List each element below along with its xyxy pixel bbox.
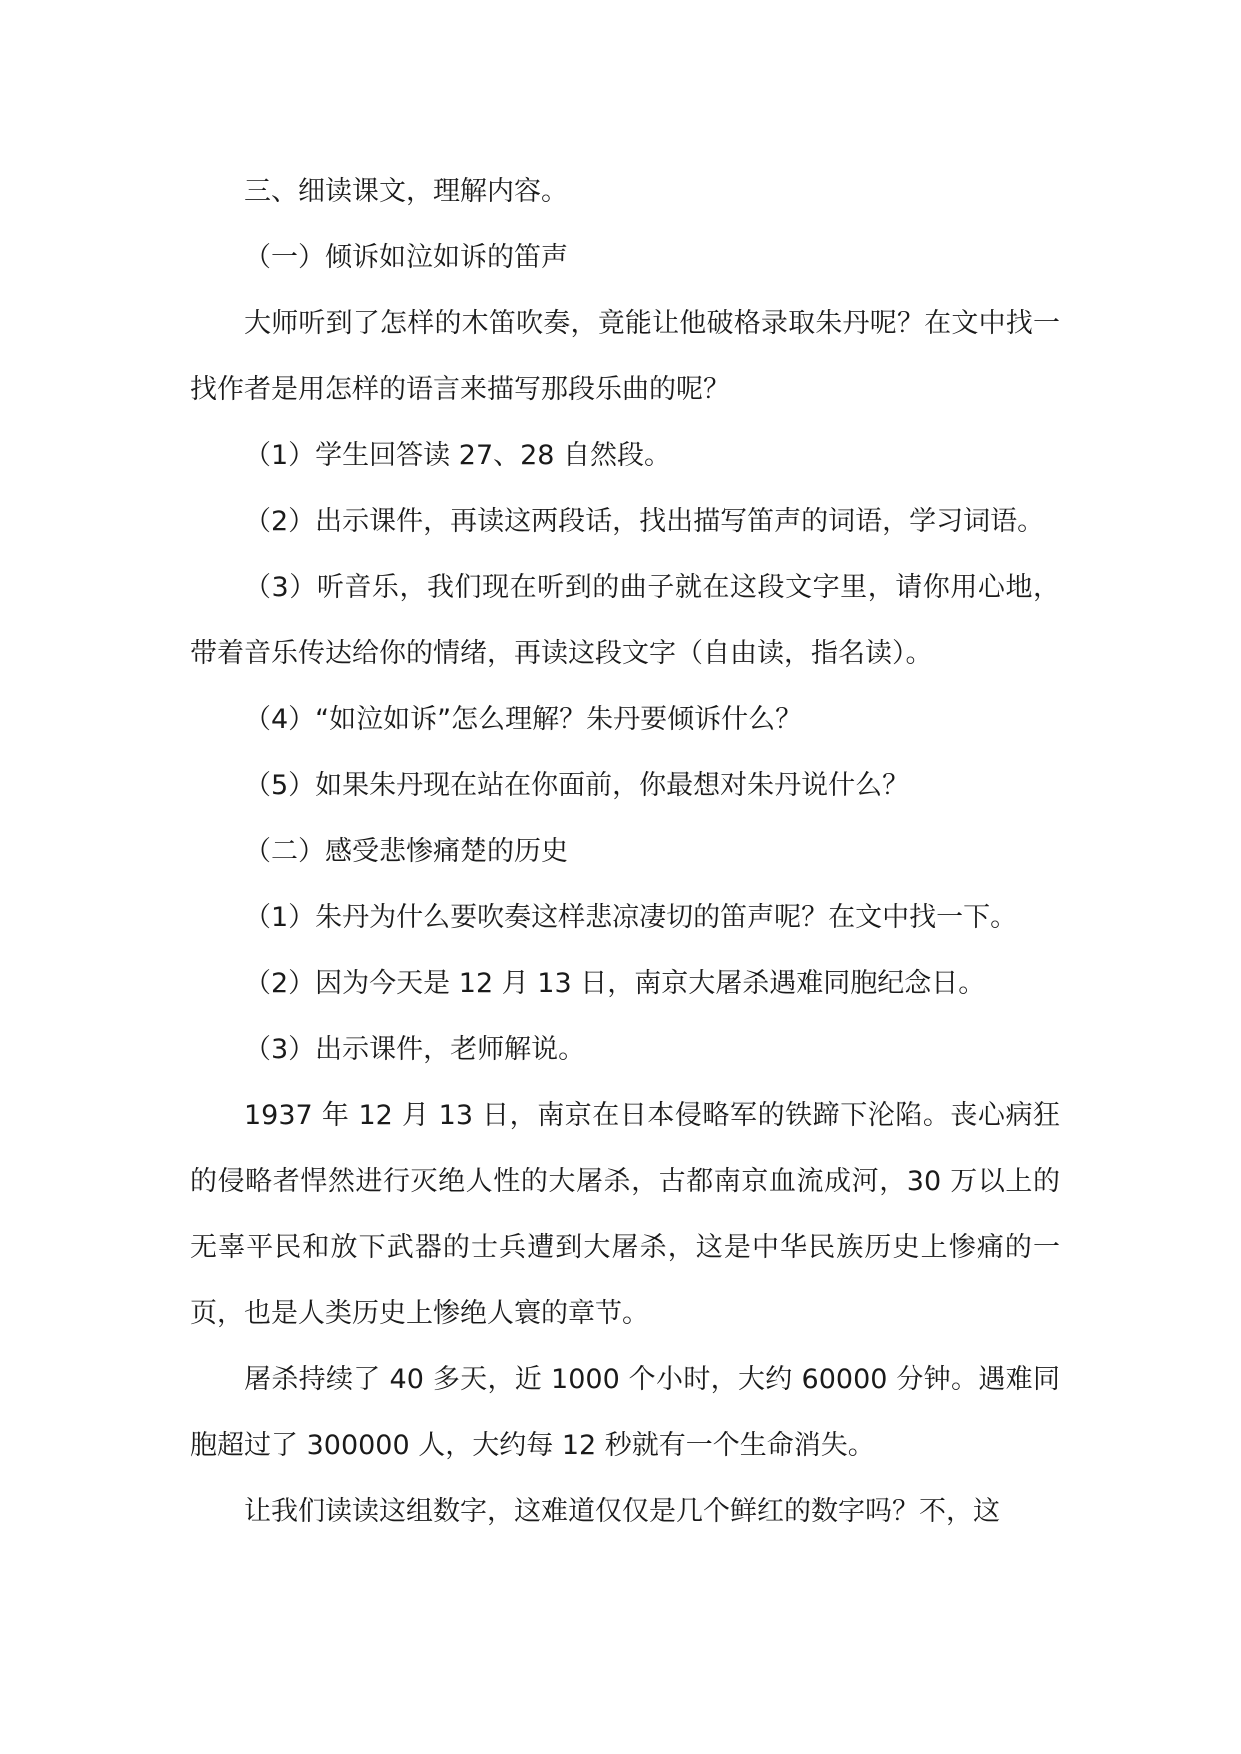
list-item-7: （2）因为今天是 12 月 13 日，南京大屠杀遇难同胞纪念日。: [244, 968, 986, 999]
paragraph-reflection: 让我们读读这组数字，这难道仅仅是几个鲜红的数字吗？不，这: [244, 1496, 1000, 1527]
subsection-heading-2: （二）感受悲惨痛楚的历史: [244, 836, 568, 867]
list-item-2: （2）出示课件，再读这两段话，找出描写笛声的词语，学习词语。: [244, 506, 1045, 537]
list-item-6: （1）朱丹为什么要吹奏这样悲凉凄切的笛声呢？在文中找一下。: [244, 902, 1018, 933]
list-item-1: （1）学生回答读 27、28 自然段。: [244, 440, 672, 471]
list-item-8: （3）出示课件，老师解说。: [244, 1034, 586, 1065]
paragraph-question: 大师听到了怎样的木笛吹奏，竟能让他破格录取朱丹呢？在文中找一找作者是用怎样的语言来描写那段乐曲的呢？: [190, 308, 1060, 405]
paragraph-history: 1937 年 12 月 13 日，南京在日本侵略军的铁蹄下沦陷。丧心病狂的侵略者悍然进行灭绝人性的大屠杀，古都南京血流成河，30 万以上的无辜平民和放下武器的士兵遭到大屠杀，这是中华民族历史上惨痛的一页，也是人类历史上惨绝人寰的章节。: [190, 1100, 1060, 1329]
list-item-4: （4）“如泣如诉”怎么理解？朱丹要倾诉什么？: [244, 704, 803, 735]
list-item-5: （5）如果朱丹现在站在你面前，你最想对朱丹说什么？: [244, 770, 910, 801]
section-heading-3: 三、细读课文，理解内容。: [244, 176, 568, 207]
list-item-3: （3）听音乐，我们现在听到的曲子就在这段文字里，请你用心地，带着音乐传达给你的情绪，再读这段文字（自由读，指名读）。: [190, 572, 1060, 669]
paragraph-statistics: 屠杀持续了 40 多天，近 1000 个小时，大约 60000 分钟。遇难同胞超过了 300000 人，大约每 12 秒就有一个生命消失。: [190, 1364, 1060, 1461]
document-body: [190, 159, 1060, 1545]
subsection-heading-1: （一）倾诉如泣如诉的笛声: [244, 242, 568, 273]
